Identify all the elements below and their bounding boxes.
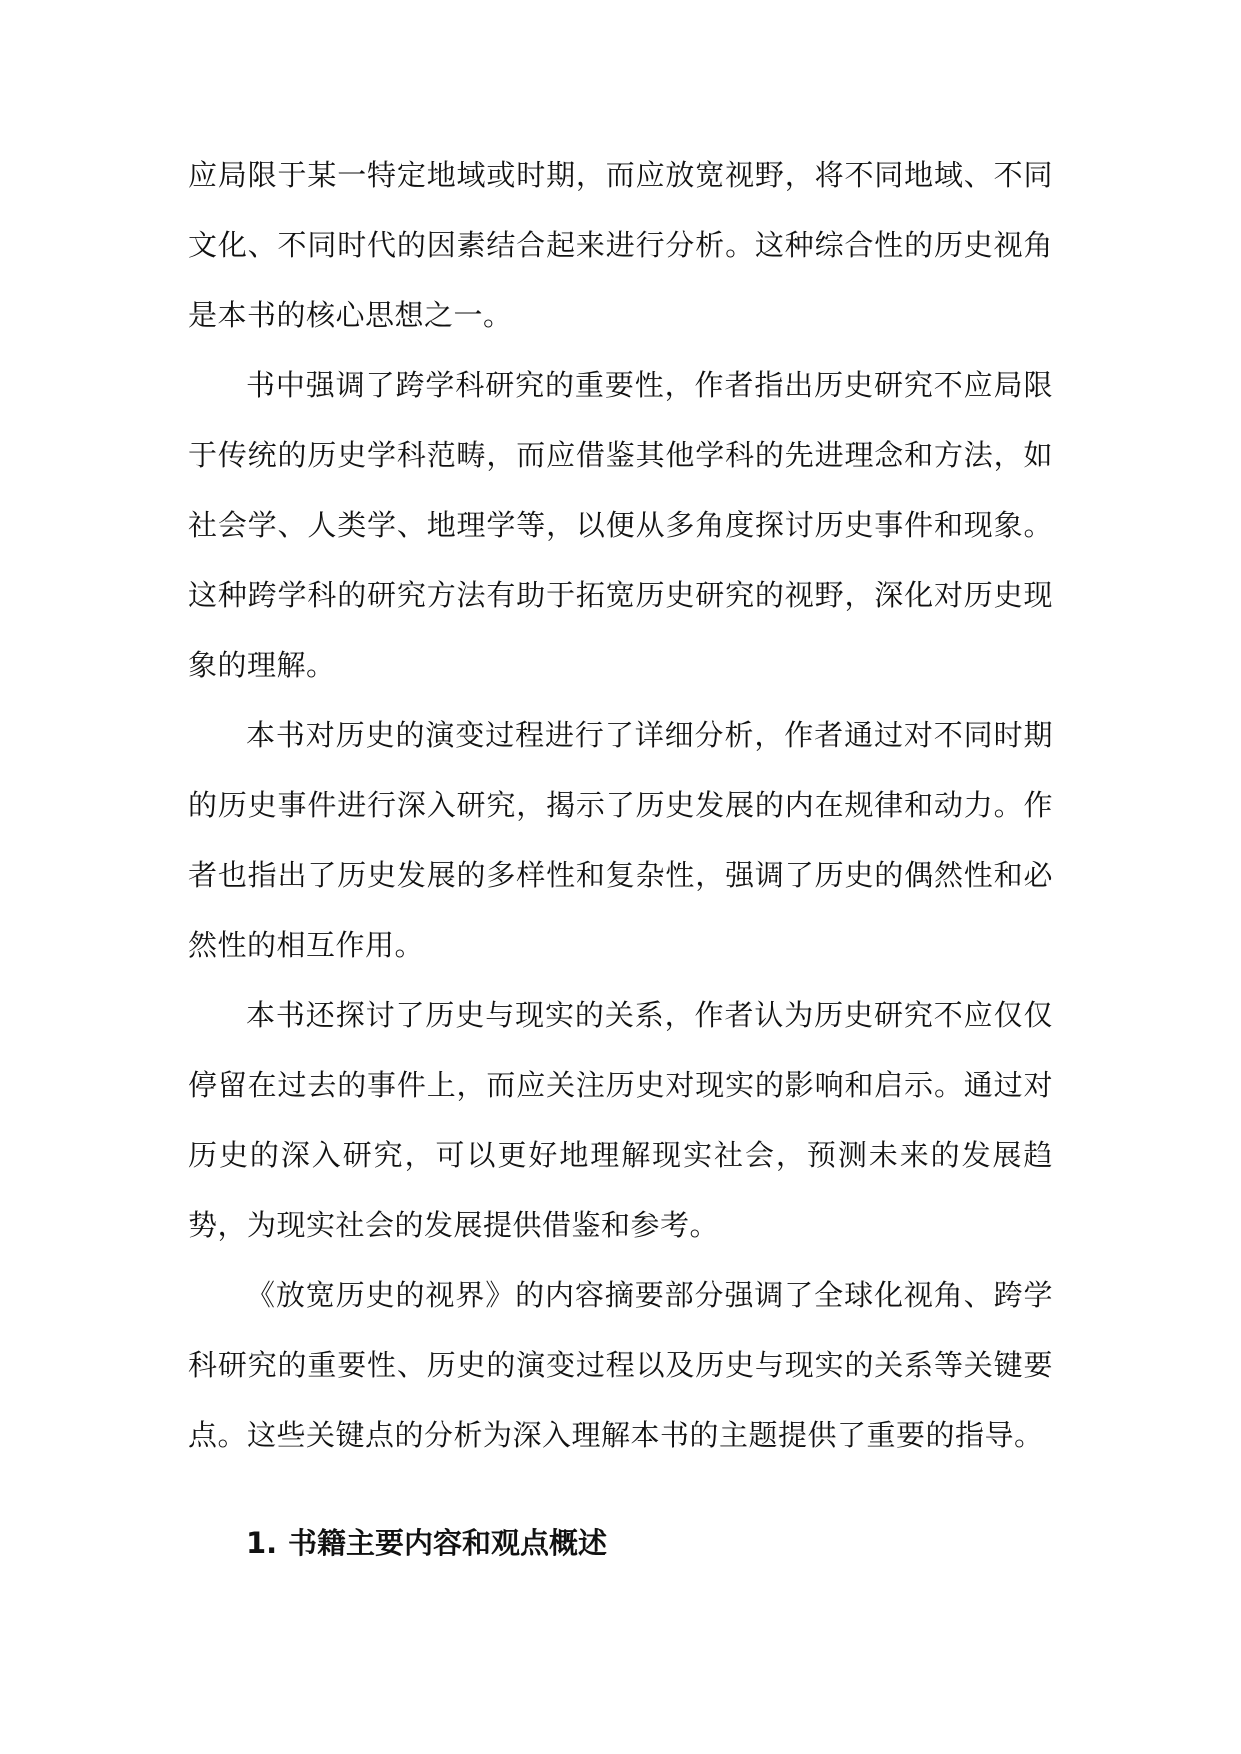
section-title: 书籍主要内容和观点概述	[288, 1526, 608, 1560]
paragraph-history-reality: 本书还探讨了历史与现实的关系，作者认为历史研究不应仅仅停留在过去的事件上，而应关注历史对现实的影响和启示。通过对历史的深入研究，可以更好地理解现实社会，预测未来的发展趋势，为现实社会的发展提供借鉴和参考。	[188, 998, 1053, 1242]
document-body	[188, 140, 1053, 1578]
section-number: 1.	[246, 1526, 278, 1560]
paragraph-summary: 《放宽历史的视界》的内容摘要部分强调了全球化视角、跨学科研究的重要性、历史的演变过程以及历史与现实的关系等关键要点。这些关键点的分析为深入理解本书的主题提供了重要的指导。	[188, 1278, 1053, 1452]
section-heading	[188, 1508, 1053, 1578]
paragraph-continued: 应局限于某一特定地域或时期，而应放宽视野，将不同地域、不同文化、不同时代的因素结合起来进行分析。这种综合性的历史视角是本书的核心思想之一。	[188, 158, 1053, 332]
paragraph-evolution: 本书对历史的演变过程进行了详细分析，作者通过对不同时期的历史事件进行深入研究，揭示了历史发展的内在规律和动力。作者也指出了历史发展的多样性和复杂性，强调了历史的偶然性和必然性的相互作用。	[188, 718, 1053, 962]
paragraph-interdisciplinary: 书中强调了跨学科研究的重要性，作者指出历史研究不应局限于传统的历史学科范畴，而应借鉴其他学科的先进理念和方法，如社会学、人类学、地理学等，以便从多角度探讨历史事件和现象。这种跨学科的研究方法有助于拓宽历史研究的视野，深化对历史现象的理解。	[188, 368, 1053, 682]
